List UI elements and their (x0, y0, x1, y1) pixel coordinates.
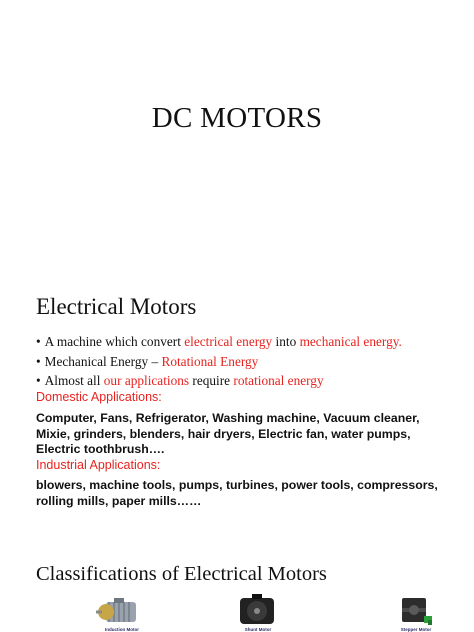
bullet-text: A machine which convert (44, 334, 185, 349)
motor-label: Shunt Motor (244, 627, 272, 632)
bullet-text: Mechanical Energy – (44, 353, 162, 369)
domestic-heading: Domestic Applications: (36, 390, 162, 404)
bullet-text: Almost all (44, 373, 104, 388)
industrial-heading: Industrial Applications: (36, 458, 161, 472)
shunt-motor-icon (228, 594, 288, 626)
bullet-item (36, 371, 454, 391)
stepper-motor-figure (386, 594, 446, 632)
bullet-text: into (272, 334, 300, 349)
slide-heading: Classifications of Electrical Motors (36, 563, 327, 585)
page-title: DC MOTORS (151, 102, 323, 134)
induction-motor-figure (92, 594, 152, 632)
bullet-item (36, 352, 454, 372)
industrial-text: blowers, machine tools, pumps, turbines, power tools, compressors, rolling mills, paper mills…… (36, 478, 438, 508)
domestic-text: Computer, Fans, Refrigerator, Washing machine, Vacuum cleaner, Mixie, grinders, blenders, hair dryers, Electric fan, water pumps, Electric toothbrush…. (36, 411, 420, 456)
slide-title-page (0, 0, 474, 286)
slide-classifications (0, 550, 474, 632)
highlight-text: electrical energy (184, 334, 273, 349)
highlight-text: mechanical energy. (299, 334, 402, 349)
highlight-text: our applications (103, 373, 190, 388)
motor-label: Induction Motor (105, 627, 139, 632)
shunt-motor-figure (228, 594, 288, 632)
highlight-text: rotational energy (233, 373, 324, 388)
bullet-text: require (189, 373, 234, 388)
induction-motor-icon (92, 594, 152, 626)
bullet-list (36, 332, 454, 391)
highlight-text: Rotational Energy (161, 353, 259, 369)
slide-heading: Electrical Motors (36, 294, 197, 319)
stepper-motor-icon (386, 594, 446, 626)
slide-electrical-motors (0, 286, 474, 550)
motor-label: Stepper Motor (400, 627, 432, 632)
bullet-item (36, 332, 454, 352)
